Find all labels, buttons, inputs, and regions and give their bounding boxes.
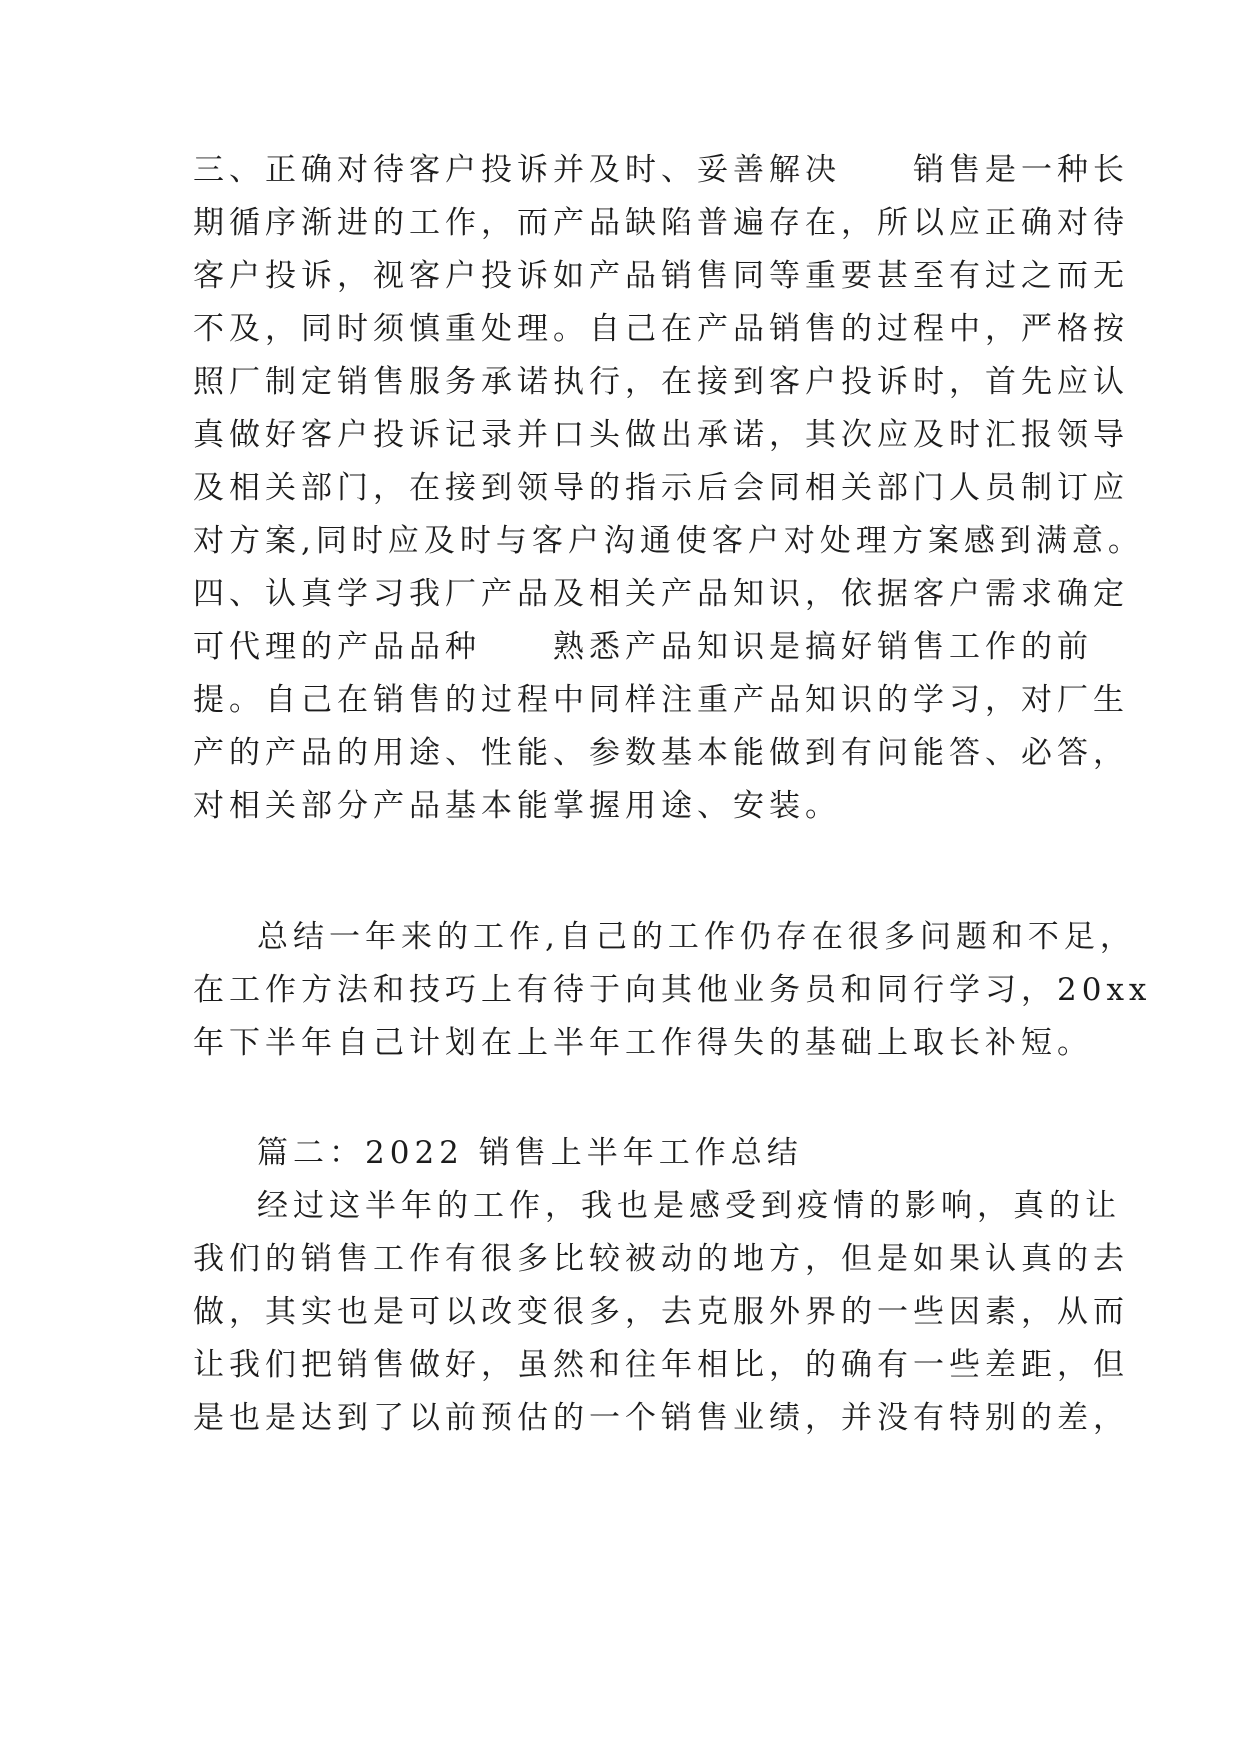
text-line: 对相关部分产品基本能掌握用途、安装。 <box>193 788 841 824</box>
text-line: 对方案,同时应及时与客户沟通使客户对处理方案感到满意。 <box>193 523 1144 559</box>
text-line: 客户投诉，视客户投诉如产品销售同等重要甚至有过之而无 <box>193 258 1129 294</box>
text-line: 产的产品的用途、性能、参数基本能做到有问能答、必答， <box>193 735 1129 771</box>
text-line: 提。自己在销售的过程中同样注重产品知识的学习，对厂生 <box>193 682 1129 718</box>
text-line: 在工作方法和技巧上有待于向其他业务员和同行学习，20xx <box>193 972 1152 1008</box>
text-line: 期循序渐进的工作，而产品缺陷普遍存在，所以应正确对待 <box>193 205 1129 241</box>
text-line: 年下半年自己计划在上半年工作得失的基础上取长补短。 <box>193 1025 1093 1061</box>
paragraph-first-line: 总结一年来的工作,自己的工作仍存在很多问题和不足， <box>257 919 1136 955</box>
text-line: 是也是达到了以前预估的一个销售业绩，并没有特别的差， <box>193 1400 1129 1436</box>
text-line: 三、正确对待客户投诉并及时、妥善解决 销售是一种长 <box>193 152 1129 188</box>
text-line: 及相关部门，在接到领导的指示后会同相关部门人员制订应 <box>193 470 1129 506</box>
text-line: 做，其实也是可以改变很多，去克服外界的一些因素，从而 <box>193 1294 1129 1330</box>
text-line: 我们的销售工作有很多比较被动的地方，但是如果认真的去 <box>193 1241 1129 1277</box>
text-line: 照厂制定销售服务承诺执行，在接到客户投诉时，首先应认 <box>193 364 1129 400</box>
text-line: 不及，同时须慎重处理。自己在产品销售的过程中，严格按 <box>193 311 1129 347</box>
section-heading: 篇二：2022 销售上半年工作总结 <box>257 1135 803 1171</box>
text-line: 可代理的产品品种 熟悉产品知识是搞好销售工作的前 <box>193 629 1093 665</box>
paragraph-first-line: 经过这半年的工作，我也是感受到疫情的影响，真的让 <box>257 1188 1121 1224</box>
text-line: 让我们把销售做好，虽然和往年相比，的确有一些差距，但 <box>193 1347 1129 1383</box>
text-line: 四、认真学习我厂产品及相关产品知识，依据客户需求确定 <box>193 576 1129 612</box>
text-line: 真做好客户投诉记录并口头做出承诺，其次应及时汇报领导 <box>193 417 1129 453</box>
